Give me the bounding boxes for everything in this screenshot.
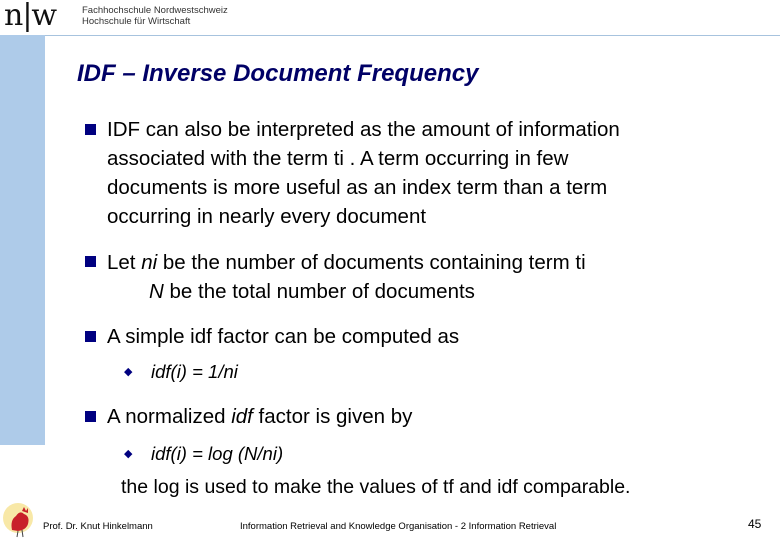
bullet-4-em: idf <box>231 405 253 428</box>
fhnw-logo <box>4 2 234 32</box>
bullet-3-pre: A simple idf <box>107 325 218 348</box>
bullet-2-post-1: be the number of documents containing term ti <box>157 251 586 274</box>
header-divider <box>0 35 780 36</box>
bullet-2-post-2: be the total number of documents <box>163 280 475 303</box>
bullet-1-line-4: occurring in nearly every document <box>107 205 427 228</box>
bullet-2-var-n: N <box>149 280 164 303</box>
bullet-4-pre: A normalized <box>107 405 232 428</box>
bullet-3-line <box>107 322 459 351</box>
bullet-4-note: the log is used to make the values of tf and idf comparable. <box>121 476 631 498</box>
bullet-2-marker <box>85 256 96 267</box>
bullet-2-var-ni: ni <box>141 251 158 274</box>
bullet-1-line-3: documents is more useful as an index term than a term <box>107 176 608 199</box>
bullet-1-line-1: IDF can also be interpreted as the amount of information <box>107 118 620 141</box>
formula-simple-idf: idf(i) = 1/ni <box>151 361 238 382</box>
bullet-2-line-2 <box>149 277 475 306</box>
diamond-bullet-icon: ◆ <box>124 448 133 460</box>
bullet-4-post: factor is given by <box>252 405 413 428</box>
page-number: 45 <box>748 517 762 531</box>
logo-mark: n|w <box>4 0 57 33</box>
logo-line-1: Fachhochschule Nordwestschweiz <box>82 5 228 16</box>
bullet-3-marker <box>85 331 96 342</box>
slide-title: IDF – Inverse Document Frequency <box>77 60 479 87</box>
bullet-1-line-2: associated with the term ti . A term occurring in few <box>107 147 569 170</box>
footer-author: Prof. Dr. Knut Hinkelmann <box>43 521 153 532</box>
logo-line-2: Hochschule für Wirtschaft <box>82 16 191 27</box>
bullet-2-line-1 <box>107 248 586 277</box>
rooster-icon <box>2 500 40 538</box>
bullet-4-line <box>107 402 412 431</box>
side-accent-bar <box>0 35 45 445</box>
bullet-4-marker <box>85 411 96 422</box>
bullet-2-pre: Let <box>107 251 142 274</box>
formula-normalized-idf: idf(i) = log (N/ni) <box>151 443 284 464</box>
footer-course: Information Retrieval and Knowledge Organisation - 2 Information Retrieval <box>240 521 557 532</box>
bullet-1-marker <box>85 124 96 135</box>
bullet-3-post: factor can be computed as <box>217 325 460 348</box>
diamond-bullet-icon: ◆ <box>124 366 133 378</box>
